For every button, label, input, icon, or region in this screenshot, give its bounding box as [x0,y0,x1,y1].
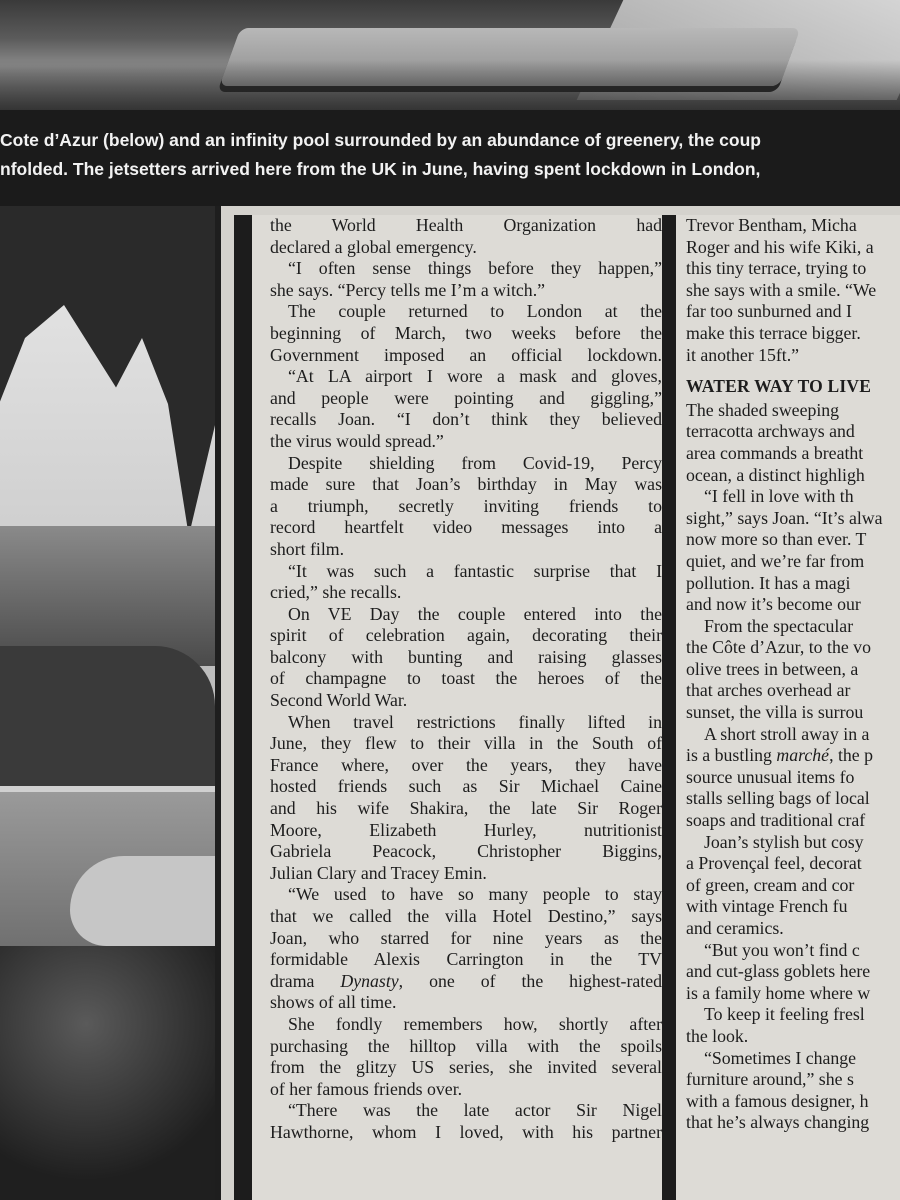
text-line: France where, over the years, they have [270,754,662,775]
text-line: with a famous designer, h [686,1090,869,1111]
text-line: The couple returned to London at the [288,301,662,322]
caption-line: nfolded. The jetsetters arrived here from the UK in June, having spent lockdown in London, [0,159,761,179]
text-line: “We used to have so many people to stay [288,884,662,905]
text-line: of champagne to toast the heroes of the [270,668,662,689]
text-line: soaps and traditional craf [686,810,866,831]
text-fragment: , the p [829,745,874,766]
text-line: and his wife Shakira, the late Sir Roger [270,798,662,819]
text-line: and people were pointing and giggling,” [270,387,662,408]
text-line: purchasing the hilltop villa with the spoils [270,1035,662,1056]
text-line: Moore, Elizabeth Hurley, nutritionist [270,819,662,840]
text-line: “It was such a fantastic surprise that I [288,560,662,581]
text-line: declared a global emergency. [270,236,477,257]
article-column-middle [234,215,662,1200]
text-line: that we called the villa Hotel Destino,” says [270,906,662,926]
text-line: furniture around,” she s [686,1069,854,1090]
text-line: Joan’s stylish but cosy [704,831,864,852]
text-line: she says. “Percy tells me I’m a witch.” [270,279,546,300]
text-line: record heartfelt video messages into a [270,517,662,538]
text-line: “There was the late actor Sir Nigel [288,1100,662,1121]
text-line: terracotta archways and [686,421,855,442]
text-line: stalls selling bags of local [686,788,870,809]
text-line: Julian Clary and Tracey Emin. [270,862,487,883]
text-line: she says with a smile. “We [686,279,877,300]
text-line: She fondly remembers how, shortly after [288,1013,662,1034]
text-line: made sure that Joan’s birthday in May was [270,474,662,495]
text-line: June, they flew to their villa in the South of [270,733,662,754]
text-line: The shaded sweeping [686,399,840,420]
text-line: “Sometimes I change [704,1047,857,1068]
text-line: of her famous friends over. [270,1078,463,1099]
photo-shrubs [0,946,215,1200]
text-line: the virus would spread.” [270,430,444,451]
text-line: the World Health Organization had [270,215,662,235]
text-line: shows of all time. [270,992,397,1013]
text-line: from the glitzy US series, she invited several [270,1057,662,1078]
text-line: Second World War. [270,690,408,711]
text-line: and now it’s become our [686,594,861,615]
text-line: of green, cream and cor [686,874,855,895]
market-word: marché [776,745,830,766]
text-line [686,745,900,767]
text-line: spirit of celebration again, decorating their [270,625,662,646]
text-line: pollution. It has a magi [686,572,851,593]
text-line: quiet, and we’re far from [686,550,865,571]
photo-caption [0,126,900,184]
text-line: Gabriela Peacock, Christopher Biggins, [270,841,662,862]
text-line: cried,” she recalls. [270,582,402,603]
text-line: it another 15ft.” [686,344,800,365]
text-line: hosted friends such as Sir Michael Caine [270,776,662,797]
text-line: “At LA airport I wore a mask and gloves, [288,366,662,387]
text-line: that he’s always changing [686,1112,870,1133]
caption-line: Cote d’Azur (below) and an infinity pool surrounded by an abundance of greenery, the coup [0,130,761,150]
text-line: formidable Alexis Carrington in the TV [270,949,662,970]
text-line: beginning of March, two weeks before the [270,322,662,343]
text-line: Trevor Bentham, Micha [686,215,857,235]
text-line: this tiny terrace, trying to [686,258,867,279]
text-line: On VE Day the couple entered into the [288,603,662,624]
text-line: source unusual items fo [686,766,855,787]
text-line: now more so than ever. T [686,529,867,550]
text-line: a Provençal feel, decorat [686,853,862,874]
photo-pool-deck [70,856,220,946]
header-photo [0,0,900,110]
text-line: Despite shielding from Covid-19, Percy [288,452,662,473]
section-heading: WATER WAY TO LIVE [686,376,872,397]
text-line: When travel restrictions finally lifted in [288,711,662,732]
text-line: Roger and his wife Kiki, a [686,236,874,257]
show-title: Dynasty [340,970,399,991]
text-fragment: , one of the highest-rated [398,970,662,991]
text-line: sunset, the villa is surrou [686,702,864,723]
text-line: ocean, a distinct highligh [686,464,865,485]
text-line: olive trees in between, a [686,658,859,679]
text-line: make this terrace bigger. [686,322,861,343]
photo-trees [0,646,215,796]
text-line: and cut-glass goblets here [686,961,871,982]
text-line: short film. [270,538,345,559]
text-line: with vintage French fu [686,896,848,917]
villa-photo [0,206,221,1200]
text-fragment: drama [270,970,341,991]
text-line: a triumph, secretly inviting friends to [270,495,662,516]
text-line: and ceramics. [686,918,784,938]
text-line: is a family home where w [686,982,871,1003]
text-line: balcony with bunting and raising glasses [270,646,662,667]
text-line: Joan, who starred for nine years as the [270,927,662,948]
text-line: the Côte d’Azur, to the vo [686,637,871,658]
text-line: Hawthorne, whom I loved, with his partner [270,1121,662,1142]
text-fragment: is a bustling [686,745,777,766]
text-line: “I often sense things before they happen,” [288,258,662,279]
text-line: Government imposed an official lockdown. [270,344,662,365]
photo-hills [0,526,215,666]
text-line [270,971,662,993]
text-line: “But you won’t find c [704,939,860,960]
text-line: that arches overhead ar [686,680,851,701]
text-line: the look. [686,1025,749,1046]
article-column-right [662,215,900,1200]
text-line: From the spectacular [704,615,854,636]
text-line: A short stroll away in a [704,723,870,744]
text-line: far too sunburned and I [686,301,852,322]
text-line: sight,” says Joan. “It’s alwa [686,507,883,528]
text-line: area commands a breatht [686,442,864,463]
text-line: To keep it feeling fresl [704,1004,865,1025]
text-line: recalls Joan. “I don’t think they believed [270,409,662,430]
photo-shadow [0,60,900,110]
text-line: “I fell in love with th [704,486,854,507]
